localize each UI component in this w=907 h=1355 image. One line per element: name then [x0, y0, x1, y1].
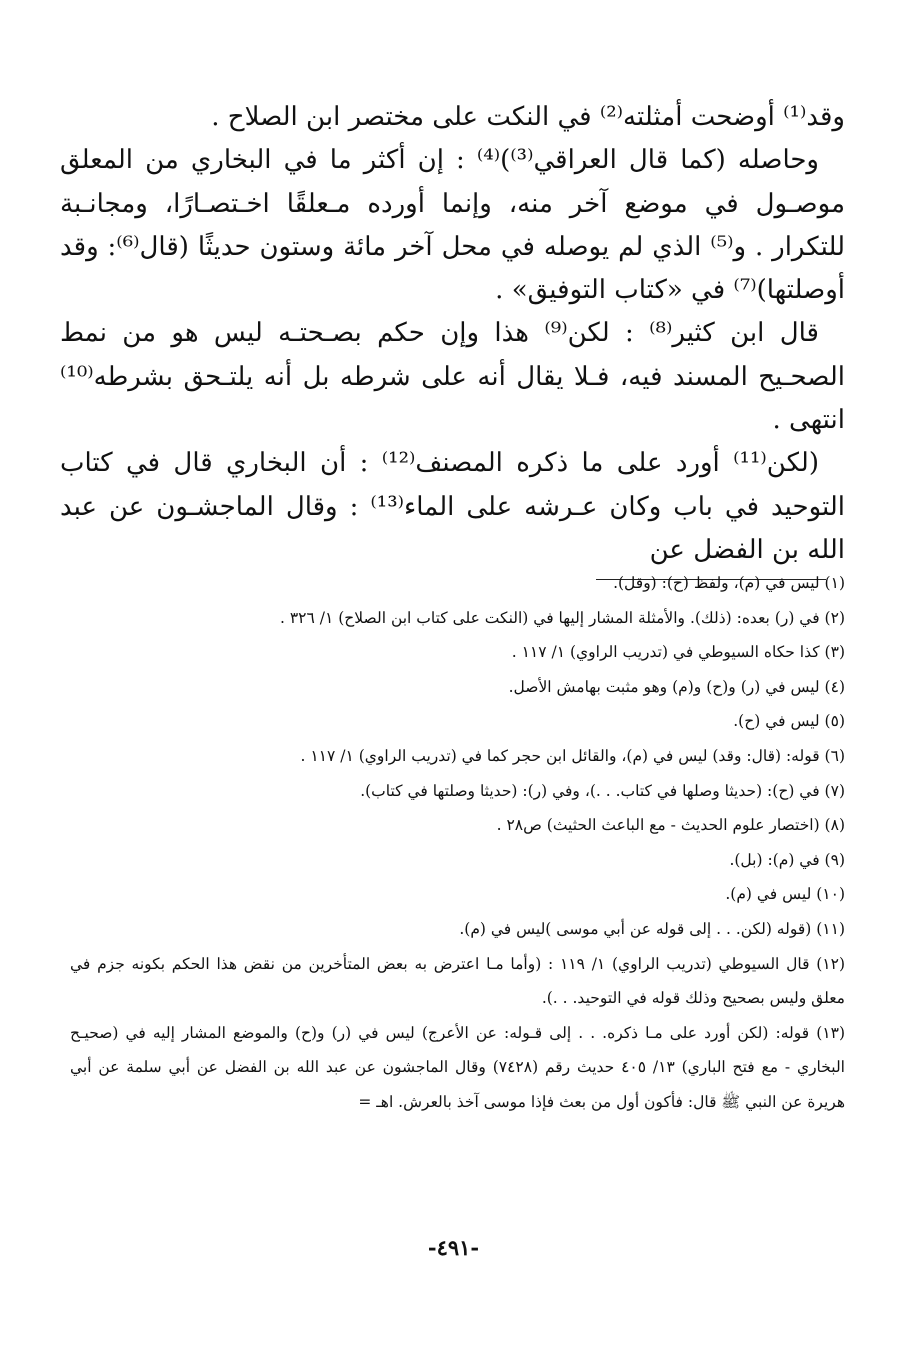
paragraph-1: وقد⁽¹⁾ أوضحت أمثلته⁽²⁾ في النكت على مختصر ابن الصلاح . [211, 102, 845, 132]
footnote-6: (٦) قوله: (قال: وقد) ليس في (م)، والقائل ابن حجر كما في (تدريب الراوي) ١/ ١١٧ . [300, 746, 845, 765]
paragraph-4: (لكن⁽¹¹⁾ أورد على ما ذكره المصنف⁽¹²⁾ : أن البخاري قال في كتاب التوحيد في باب وكان عـرشه على الماء⁽¹³⁾ : وقال الماجشـون عن عبد الله بن الفضل عن [60, 448, 845, 565]
paragraph-2: وحاصله (كما قال العراقي⁽³⁾)⁽⁴⁾ : إن أكثر ما في البخاري من المعلق موصـول في موضع آخر منه، وإنما أورده مـعلقًا اخـتصـارًا، ومجانـبة للتكرار . و⁽⁵⁾ الذي لم يوصله في محل آخر مائة وستون حديثًا (قال⁽⁶⁾: وقد أوصلتها)⁽⁷⁾ في «كتاب التوفيق» . [60, 145, 846, 306]
footnote-7: (٧) في (ح): (حديثا وصلها في كتاب. . .)، وفي (ر): (حديثا وصلتها في كتاب). [360, 781, 845, 800]
footnote-5: (٥) ليس في (ح). [733, 712, 845, 731]
footnote-13: (١٣) قوله: (لكن أورد على مـا ذكره. . . إلى قـوله: عن الأعرج) ليس في (ر) و(ح) والموضع المشار إليه في (صحيـح البخاري - مع فتح الباري) ١٣/ ٤٠٥ حديث رقم (٧٤٢٨) وقال الماجشون عن عبد الله بن الفضل عن أبي سلمة عن أبي هريرة عن النبي ﷺ قال: فأكون أول من بعث فإذا موسى آخذ بالعرش. اهـ = [70, 1023, 845, 1111]
footnote-11: (١١) (قوله (لكن. . . إلى قوله عن أبي موسى )ليس في (م). [459, 919, 845, 938]
page-number: -٤٩١- [427, 1235, 480, 1260]
footnote-1: (١) ليس في (م)، ولفظ (ح): (وقل). [613, 574, 845, 592]
footnote-10: (١٠) ليس في (م). [725, 885, 845, 904]
paragraph-3: قال ابن كثير⁽⁸⁾ : لكن⁽⁹⁾ هذا وإن حكم بصـحتـه ليس هو من نمط الصحـيح المسند فيه، فـلا يقال أنه على شرطه بل أنه يلتـحق بشرطه⁽¹⁰⁾ انتهى . [60, 318, 845, 436]
footnote-3: (٣) كذا حكاه السيوطي في (تدريب الراوي) ١/ ١١٧ . [511, 643, 845, 662]
footnotes [70, 566, 845, 1120]
footnote-8: (٨) (اختصار علوم الحديث - مع الباعث الحثيث) ص٢٨ . [496, 816, 845, 835]
footnote-4: (٤) ليس في (ر) و(ح) و(م) وهو مثبت بهامش الأصل. [508, 677, 845, 696]
main-body-text [60, 96, 845, 572]
footnote-2: (٢) في (ر) بعده: (ذلك). والأمثلة المشار إليها في (النكت على كتاب ابن الصلاح) ١/ ٣٢٦ . [279, 608, 845, 627]
footnote-9: (٩) في (م): (بل). [729, 850, 845, 869]
footnote-12: (١٢) قال السيوطي (تدريب الراوي) ١/ ١١٩ : (وأما مـا اعترض به بعض المتأخرين من نقض هذا الحكم بكونه جزم في معلق وليس بصحيح وذلك قوله في التوحيد. . .). [70, 954, 845, 1008]
